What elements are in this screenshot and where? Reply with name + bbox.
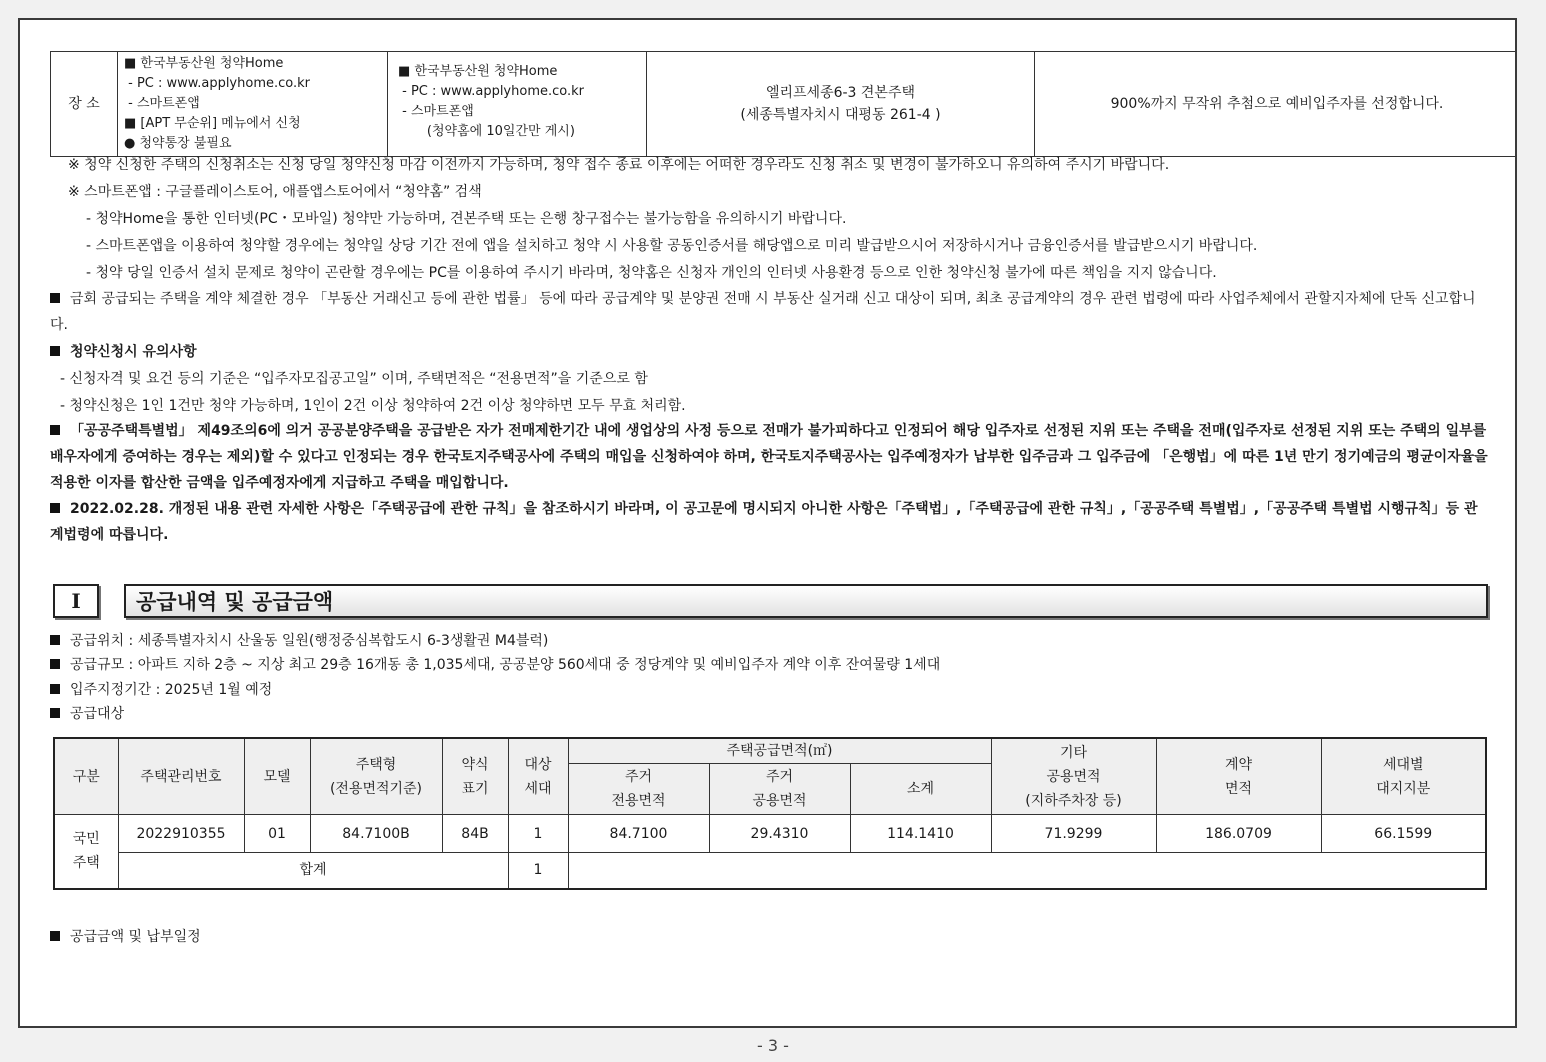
supply-location: 공급위치 : 세종특별자치시 산울동 일원(행정중심복합도시 6-3생활권 M4블럭) (50, 632, 548, 650)
header-model: 모델 (244, 738, 310, 815)
total-units: 1 (508, 853, 568, 889)
para-public-housing-law: 「공공주택특별법」 제49조의6에 의거 공공분양주택을 공급받은 자가 전매제한기간 내에 생업상의 사정 등으로 전매가 불가피하다고 인정되어 해당 입주자로 선정된 지위 또는 주택을 전매(입주자로 선정된 지위 또는 주택의 일부를 배우자에게 증여하는 경우는 제외)할 수 있다고 인정되는 경우 한국토지주택공사에 주택의 매입을 신청하여야 하며, 한국토지주택공사는 입주예정자가 납부한 입주금과 그 입주금에 「은행법」에 따른 1년 만기 정기예금의 평균이자율을 적용한 이자를 합산한 금액을 입주예정자에게 지급하고 주택을 매입합니다. (50, 423, 1488, 491)
total-label: 합계 (118, 853, 508, 889)
bullet-square (50, 425, 60, 435)
table-total-row (54, 853, 1486, 889)
header-housing-type: 주택형 (전용면적기준) (310, 738, 442, 815)
bullet-square (50, 503, 60, 513)
note-certificate: - 청약 당일 인증서 설치 문제로 청약이 곤란할 경우에는 PC를 이용하여 주시기 바라며, 청약홈은 신청자 개인의 인터넷 사용환경 등으로 인한 청약신청 불가에 따른 책임을 지지 않습니다. (86, 265, 1217, 281)
bullet-square (50, 931, 60, 941)
caution-item-criteria: - 신청자격 및 요건 등의 기준은 “입주자모집공고일” 이며, 주택면적은 “전용면적”을 기준으로 함 (60, 371, 648, 387)
header-contract-area: 계약 면적 (1156, 738, 1321, 815)
schedule-title: 공급금액 및 납부일정 (50, 928, 201, 946)
header-target-units: 대상 세대 (508, 738, 568, 815)
cell-short: 84B (442, 815, 508, 853)
bullet-square (50, 346, 60, 356)
location-col-model-house: 엘리프세종6-3 견본주택 (세종특별자치시 대평동 261-4 ) (647, 52, 1035, 156)
note-internet-only: - 청약Home을 통한 인터넷(PC・모바일) 청약만 가능하며, 견본주택 또는 은행 창구접수는 불가능함을 유의하시기 바랍니다. (86, 211, 847, 227)
cell-land: 66.1599 (1321, 815, 1486, 853)
location-label: 장 소 (51, 52, 118, 156)
cell-mgmt-no: 2022910355 (118, 815, 244, 853)
location-col-reserve: 900%까지 무작위 추첨으로 예비입주자를 선정합니다. (1110, 96, 1444, 112)
cell-common: 29.4310 (709, 815, 850, 853)
cell-subtotal: 114.1410 (850, 815, 991, 853)
location-col-apply: ■ 한국부동산원 청약Home - PC : www.applyhome.co.kr - 스마트폰앱 ■ [APT 무순위] 메뉴에서 신청 ● 청약통장 불필요 (118, 52, 388, 156)
section-number: I (53, 584, 99, 618)
category-cell: 국민 주택 (54, 815, 118, 889)
header-other-common: 기타 공용면적 (지하주차장 등) (991, 738, 1156, 815)
header-gubun: 구분 (54, 738, 118, 815)
bullet-square (50, 293, 60, 303)
caution-item-one-per-person: - 청약신청은 1인 1건만 청약 가능하며, 1인이 2건 이상 청약하여 2건 이상 청약하면 모두 무효 처리함. (60, 398, 686, 414)
note-smartphone: ※ 스마트폰앱 : 구글플레이스토어, 애플앱스토어에서 “청약홈” 검색 (68, 184, 482, 200)
location-col-notice: ■ 한국부동산원 청약Home - PC : www.applyhome.co.kr - 스마트폰앱 (청약홈에 10일간만 게시) (388, 52, 647, 156)
header-supply-area: 주택공급면적(㎡) (568, 738, 991, 764)
location-table (50, 51, 1517, 157)
bullet-square (50, 659, 60, 669)
cell-model: 01 (244, 815, 310, 853)
header-exclusive-area: 주거 전용면적 (568, 764, 709, 815)
note-cancel: ※ 청약 신청한 주택의 신청취소는 신청 당일 청약신청 마감 이전까지 가능하며, 청약 접수 종료 이후에는 어떠한 경우라도 신청 취소 및 변경이 불가하오니 유의하여 주시기 바랍니다. (68, 157, 1170, 173)
cell-type: 84.7100B (310, 815, 442, 853)
bullet-square (50, 708, 60, 718)
total-empty (568, 853, 1486, 889)
header-subtotal: 소계 (850, 764, 991, 815)
cell-other: 71.9299 (991, 815, 1156, 853)
supply-scale: 공급규모 : 아파트 지하 2층 ~ 지상 최고 29층 16개동 총 1,035세대, 공공분양 560세대 중 정당계약 및 예비입주자 계약 이후 잔여물량 1세대 (50, 656, 940, 674)
cell-exclusive: 84.7100 (568, 815, 709, 853)
table-row (54, 815, 1486, 853)
caution-title: 청약신청시 유의사항 (50, 343, 197, 361)
header-short: 약식 표기 (442, 738, 508, 815)
supply-table (53, 737, 1487, 890)
header-land-share: 세대별 대지지분 (1321, 738, 1486, 815)
para-report: 금회 공급되는 주택을 계약 체결한 경우 「부동산 거래신고 등에 관한 법률」 등에 따라 공급계약 및 분양권 전매 시 부동산 실거래 신고 대상이 되며, 최초 공급계약의 경우 관련 법령에 따라 사업주체에서 관할지자체에 단독 신고합니다. (50, 291, 1476, 333)
para-rule-revision: 2022.02.28. 개정된 내용 관련 자세한 사항은「주택공급에 관한 규칙」을 참조하시기 바라며, 이 공고문에 명시되지 아니한 사항은「주택법」,「주택공급에 관한 규칙」,「공공주택 특별법」,「공공주택 특별법 시행규칙」등 관계법령에 따릅니다. (50, 501, 1478, 543)
cell-contract: 186.0709 (1156, 815, 1321, 853)
cell-units: 1 (508, 815, 568, 853)
bullet-square (50, 635, 60, 645)
header-common-area: 주거 공용면적 (709, 764, 850, 815)
page-number: - 3 - (757, 1036, 789, 1055)
section-title: 공급내역 및 공급금액 (124, 584, 1488, 618)
note-app-install: - 스마트폰앱을 이용하여 청약할 경우에는 청약일 상당 기간 전에 앱을 설치하고 청약 시 사용할 공동인증서를 해당앱으로 미리 발급받으시어 저장하시거나 금융인증서를 발급받으시기 바랍니다. (86, 238, 1258, 254)
supply-move-in: 입주지정기간 : 2025년 1월 예정 (50, 681, 272, 699)
bullet-square (50, 684, 60, 694)
document-page (18, 18, 1517, 1028)
header-mgmt-no: 주택관리번호 (118, 738, 244, 815)
supply-target: 공급대상 (50, 705, 124, 723)
